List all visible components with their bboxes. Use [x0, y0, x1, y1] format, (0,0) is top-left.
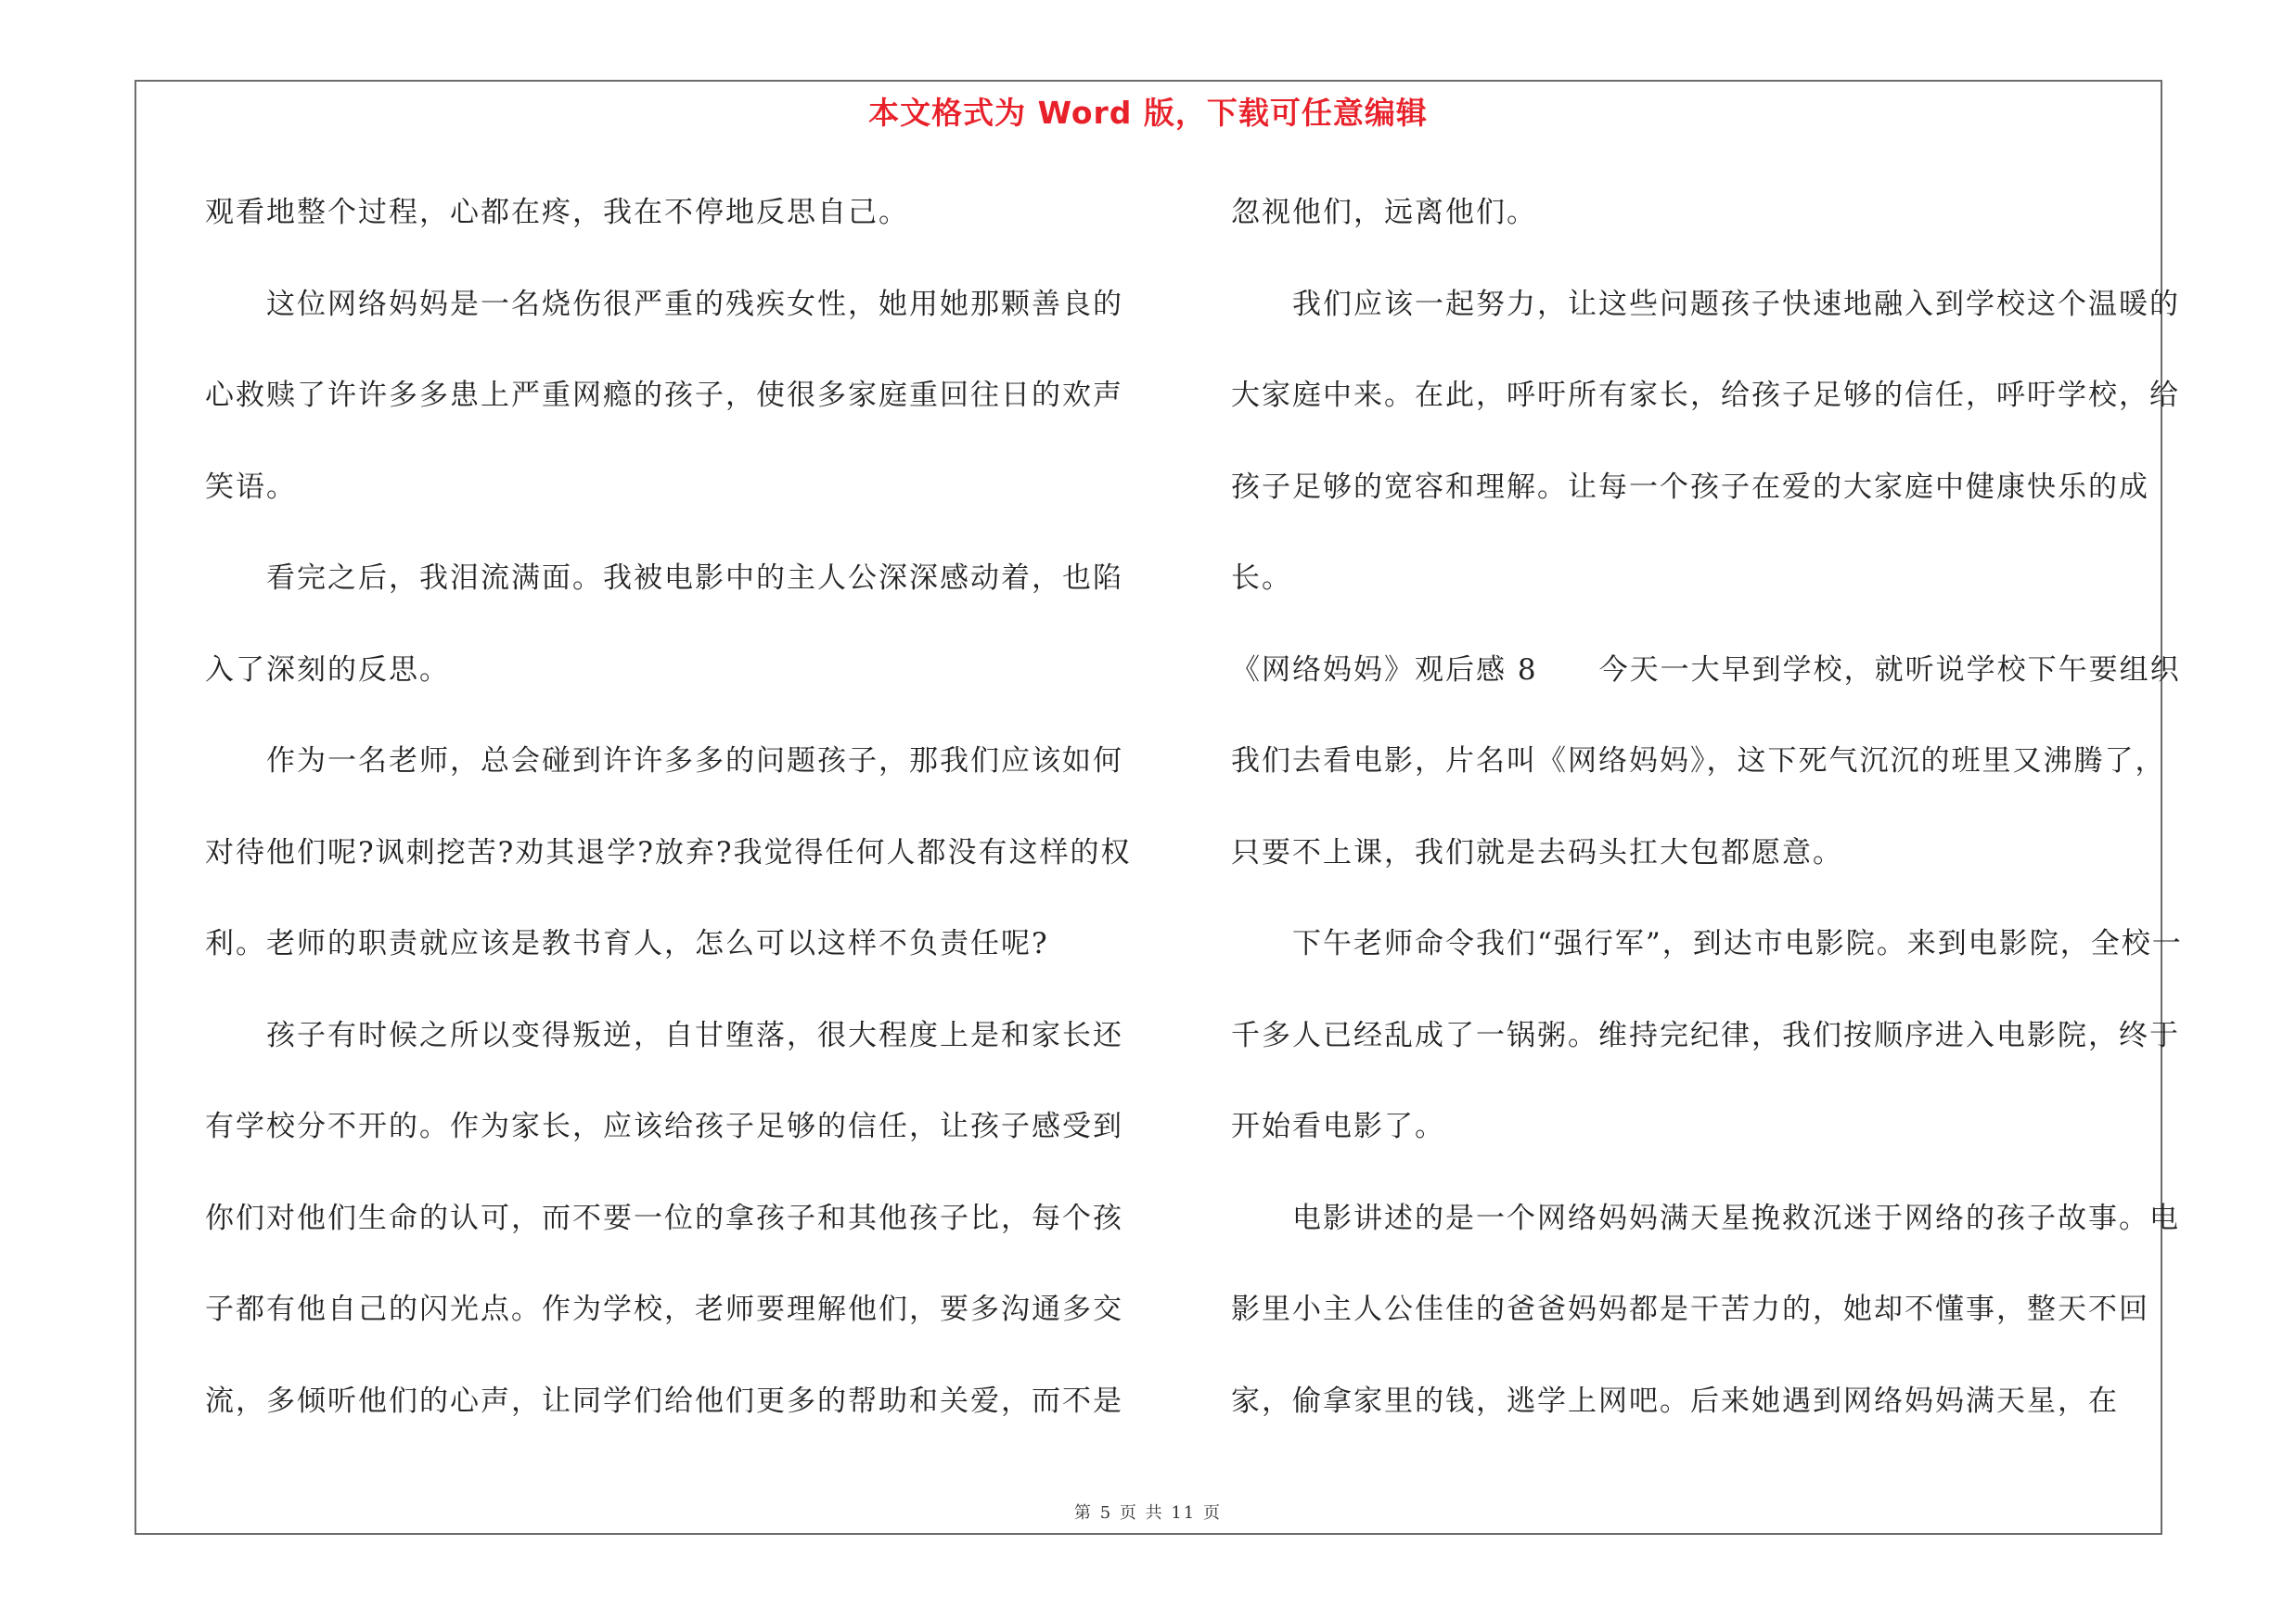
paragraph: 作为一名老师，总会碰到许许多多的问题孩子，那我们应该如何对待他们呢?讽刺挖苦?劝其退学?放弃?我觉得任何人都没有这样的权利。老师的职责就应该是教书育人，怎么可以这样不负责任呢?	[205, 744, 1132, 960]
paragraph: 孩子有时候之所以变得叛逆，自甘堕落，很大程度上是和家长还有学校分不开的。作为家长，应该给孩子足够的信任，让孩子感受到你们对他们生命的认可，而不要一位的拿孩子和其他孩子比，每个孩子都有他自己的闪光点。作为学校，老师要理解他们，要多沟通多交流，多倾听他们的心声，让同学们给他们更多的帮助和关爱，而不是	[205, 1018, 1123, 1418]
paragraph: 下午老师命令我们“强行军”，到达市电影院。来到电影院，全校一千多人已经乱成了一锅粥。维持完纪律，我们按顺序进入电影院，终于开始看电影了。	[1231, 927, 2183, 1143]
page-number-footer: 第 5 页 共 11 页	[1074, 1503, 1222, 1523]
paragraph: 我们应该一起努力，让这些问题孩子快速地融入到学校这个温暖的大家庭中来。在此，呼吁所有家长，给孩子足够的信任，呼吁学校，给孩子足够的宽容和理解。让每一个孩子在爱的大家庭中健康快乐的成长。	[1231, 287, 2180, 595]
paragraph: 观看地整个过程，心都在疼，我在不停地反思自己。	[205, 196, 909, 229]
paragraph: 电影讲述的是一个网络妈妈满天星挽救沉迷于网络的孩子故事。电影里小主人公佳佳的爸爸妈妈都是干苦力的，她却不懂事，整天不回家，偷拿家里的钱，逃学上网吧。后来她遇到网络妈妈满天星，在	[1231, 1201, 2180, 1418]
right-text-column	[1231, 167, 2196, 1447]
format-notice-banner: 本文格式为 Word 版，下载可任意编辑	[868, 95, 1428, 131]
section-heading-paragraph: 《网络妈妈》观后感 8 今天一大早到学校，就听说学校下午要组织我们去看电影，片名叫《网络妈妈》，这下死气沉沉的班里又沸腾了，只要不上课，我们就是去码头扛大包都愿意。	[1231, 652, 2181, 869]
left-text-column	[205, 167, 1133, 1447]
paragraph: 这位网络妈妈是一名烧伤很严重的残疾女性，她用她那颗善良的心救赎了许许多多患上严重网瘾的孩子，使很多家庭重回往日的欢声笑语。	[205, 287, 1123, 504]
paragraph: 看完之后，我泪流满面。我被电影中的主人公深深感动着，也陷入了深刻的反思。	[205, 561, 1123, 687]
paragraph: 忽视他们，远离他们。	[1231, 196, 1537, 229]
